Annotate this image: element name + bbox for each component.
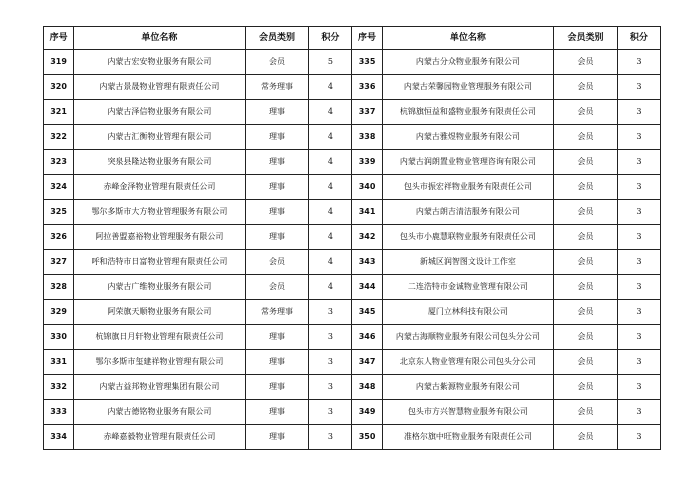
right-unit-name-cell: 包头市方兴智慧物业服务有限公司 <box>382 400 554 425</box>
left-unit-name-cell: 内蒙古宏安物业服务有限公司 <box>74 50 246 75</box>
left-seq-cell: 330 <box>44 325 74 350</box>
right-seq-cell: 346 <box>352 325 382 350</box>
right-score-cell: 3 <box>617 200 660 225</box>
left-member-type-cell: 常务理事 <box>245 75 309 100</box>
left-unit-name-cell: 内蒙古益邦物业管理集团有限公司 <box>74 375 246 400</box>
right-seq-cell: 344 <box>352 275 382 300</box>
right-unit-name-cell: 内蒙古雅煜物业服务有限公司 <box>382 125 554 150</box>
right-member-type-cell: 会员 <box>554 400 618 425</box>
table-row <box>44 300 661 325</box>
right-unit-name-cell: 内蒙古润朗置业物业管理咨询有限公司 <box>382 150 554 175</box>
right-seq-cell: 336 <box>352 75 382 100</box>
left-member-type-cell: 理事 <box>245 400 309 425</box>
header-member-type-left: 会员类别 <box>245 27 309 50</box>
left-member-type-cell: 理事 <box>245 200 309 225</box>
right-member-type-cell: 会员 <box>554 100 618 125</box>
right-score-cell: 3 <box>617 250 660 275</box>
right-unit-name-cell: 内蒙古分众物业服务有限公司 <box>382 50 554 75</box>
left-unit-name-cell: 内蒙古德铭物业服务有限公司 <box>74 400 246 425</box>
right-score-cell: 3 <box>617 225 660 250</box>
left-score-cell: 4 <box>309 150 352 175</box>
right-seq-cell: 335 <box>352 50 382 75</box>
right-seq-cell: 347 <box>352 350 382 375</box>
left-score-cell: 3 <box>309 325 352 350</box>
right-member-type-cell: 会员 <box>554 275 618 300</box>
left-unit-name-cell: 阿荣旗天顺物业服务有限公司 <box>74 300 246 325</box>
left-score-cell: 4 <box>309 175 352 200</box>
right-member-type-cell: 会员 <box>554 200 618 225</box>
table-row <box>44 375 661 400</box>
table-row <box>44 150 661 175</box>
left-score-cell: 4 <box>309 125 352 150</box>
right-seq-cell: 348 <box>352 375 382 400</box>
right-seq-cell: 338 <box>352 125 382 150</box>
left-unit-name-cell: 阿拉善盟嘉裕物业管理服务有限公司 <box>74 225 246 250</box>
left-unit-name-cell: 鄂尔多斯市大方物业管理服务有限公司 <box>74 200 246 225</box>
left-seq-cell: 322 <box>44 125 74 150</box>
header-score-right: 积分 <box>617 27 660 50</box>
right-member-type-cell: 会员 <box>554 375 618 400</box>
table-row <box>44 200 661 225</box>
left-score-cell: 4 <box>309 275 352 300</box>
right-unit-name-cell: 准格尔旗中旺物业服务有限责任公司 <box>382 425 554 450</box>
right-score-cell: 3 <box>617 50 660 75</box>
left-unit-name-cell: 内蒙古广维物业服务有限公司 <box>74 275 246 300</box>
table-body <box>44 50 661 450</box>
right-member-type-cell: 会员 <box>554 50 618 75</box>
table-row <box>44 400 661 425</box>
left-score-cell: 4 <box>309 75 352 100</box>
right-unit-name-cell: 内蒙古紫源物业服务有限公司 <box>382 375 554 400</box>
right-seq-cell: 339 <box>352 150 382 175</box>
right-member-type-cell: 会员 <box>554 75 618 100</box>
right-score-cell: 3 <box>617 325 660 350</box>
header-score-left: 积分 <box>309 27 352 50</box>
right-member-type-cell: 会员 <box>554 425 618 450</box>
left-member-type-cell: 理事 <box>245 350 309 375</box>
left-unit-name-cell: 呼和浩特市日富物业管理有限责任公司 <box>74 250 246 275</box>
left-member-type-cell: 常务理事 <box>245 300 309 325</box>
left-score-cell: 3 <box>309 400 352 425</box>
right-score-cell: 3 <box>617 125 660 150</box>
left-seq-cell: 328 <box>44 275 74 300</box>
right-score-cell: 3 <box>617 175 660 200</box>
left-unit-name-cell: 内蒙古泽信物业服务有限公司 <box>74 100 246 125</box>
left-seq-cell: 329 <box>44 300 74 325</box>
right-unit-name-cell: 新城区润智图文设计工作室 <box>382 250 554 275</box>
right-score-cell: 3 <box>617 150 660 175</box>
left-member-type-cell: 理事 <box>245 175 309 200</box>
left-score-cell: 4 <box>309 100 352 125</box>
right-seq-cell: 340 <box>352 175 382 200</box>
left-unit-name-cell: 鄂尔多斯市玺建祥物业管理有限公司 <box>74 350 246 375</box>
left-member-type-cell: 理事 <box>245 225 309 250</box>
left-unit-name-cell: 内蒙古景晟物业管理有限责任公司 <box>74 75 246 100</box>
right-unit-name-cell: 内蒙古朗吉清洁服务有限公司 <box>382 200 554 225</box>
right-unit-name-cell: 北京东人物业管理有限公司包头分公司 <box>382 350 554 375</box>
right-seq-cell: 337 <box>352 100 382 125</box>
right-member-type-cell: 会员 <box>554 350 618 375</box>
left-seq-cell: 331 <box>44 350 74 375</box>
left-seq-cell: 325 <box>44 200 74 225</box>
right-member-type-cell: 会员 <box>554 225 618 250</box>
right-member-type-cell: 会员 <box>554 325 618 350</box>
right-seq-cell: 350 <box>352 425 382 450</box>
right-seq-cell: 343 <box>352 250 382 275</box>
left-member-type-cell: 理事 <box>245 100 309 125</box>
left-member-type-cell: 理事 <box>245 375 309 400</box>
left-score-cell: 3 <box>309 425 352 450</box>
table-row <box>44 225 661 250</box>
left-member-type-cell: 理事 <box>245 325 309 350</box>
header-unit-name-left: 单位名称 <box>74 27 246 50</box>
left-unit-name-cell: 突泉县隆达物业服务有限公司 <box>74 150 246 175</box>
left-member-type-cell: 会员 <box>245 275 309 300</box>
left-seq-cell: 321 <box>44 100 74 125</box>
header-member-type-right: 会员类别 <box>554 27 618 50</box>
left-unit-name-cell: 赤峰嘉毅物业管理有限责任公司 <box>74 425 246 450</box>
left-unit-name-cell: 赤峰金泽物业管理有限责任公司 <box>74 175 246 200</box>
left-member-type-cell: 会员 <box>245 50 309 75</box>
right-unit-name-cell: 内蒙古海顺物业服务有限公司包头分公司 <box>382 325 554 350</box>
left-score-cell: 4 <box>309 225 352 250</box>
right-score-cell: 3 <box>617 400 660 425</box>
left-seq-cell: 319 <box>44 50 74 75</box>
left-score-cell: 3 <box>309 375 352 400</box>
table-row <box>44 325 661 350</box>
right-score-cell: 3 <box>617 350 660 375</box>
table-row <box>44 175 661 200</box>
left-seq-cell: 323 <box>44 150 74 175</box>
left-unit-name-cell: 内蒙古汇衡物业管理有限公司 <box>74 125 246 150</box>
left-seq-cell: 333 <box>44 400 74 425</box>
right-unit-name-cell: 内蒙古荣馨园物业管理服务有限公司 <box>382 75 554 100</box>
left-member-type-cell: 会员 <box>245 250 309 275</box>
right-member-type-cell: 会员 <box>554 250 618 275</box>
left-seq-cell: 320 <box>44 75 74 100</box>
left-seq-cell: 324 <box>44 175 74 200</box>
table-row <box>44 100 661 125</box>
table-row <box>44 425 661 450</box>
left-seq-cell: 332 <box>44 375 74 400</box>
right-score-cell: 3 <box>617 75 660 100</box>
right-seq-cell: 345 <box>352 300 382 325</box>
right-unit-name-cell: 包头市振宏祥物业服务有限责任公司 <box>382 175 554 200</box>
left-score-cell: 4 <box>309 200 352 225</box>
left-seq-cell: 327 <box>44 250 74 275</box>
left-member-type-cell: 理事 <box>245 125 309 150</box>
table-header-row <box>44 27 661 50</box>
table-row <box>44 350 661 375</box>
right-unit-name-cell: 杭锦旗恒益和盛物业服务有限责任公司 <box>382 100 554 125</box>
left-unit-name-cell: 杭锦旗日月轩物业管理有限责任公司 <box>74 325 246 350</box>
right-unit-name-cell: 二连浩特市金诚物业管理有限公司 <box>382 275 554 300</box>
member-score-table <box>43 26 661 450</box>
left-member-type-cell: 理事 <box>245 150 309 175</box>
right-member-type-cell: 会员 <box>554 175 618 200</box>
table-row <box>44 50 661 75</box>
left-score-cell: 4 <box>309 250 352 275</box>
left-member-type-cell: 理事 <box>245 425 309 450</box>
right-member-type-cell: 会员 <box>554 150 618 175</box>
right-score-cell: 3 <box>617 375 660 400</box>
right-score-cell: 3 <box>617 425 660 450</box>
left-score-cell: 3 <box>309 350 352 375</box>
right-seq-cell: 341 <box>352 200 382 225</box>
right-score-cell: 3 <box>617 300 660 325</box>
left-seq-cell: 334 <box>44 425 74 450</box>
header-unit-name-right: 单位名称 <box>382 27 554 50</box>
right-unit-name-cell: 厦门立林科技有限公司 <box>382 300 554 325</box>
table-row <box>44 75 661 100</box>
table-row <box>44 275 661 300</box>
left-score-cell: 5 <box>309 50 352 75</box>
right-seq-cell: 349 <box>352 400 382 425</box>
right-seq-cell: 342 <box>352 225 382 250</box>
table-row <box>44 125 661 150</box>
right-score-cell: 3 <box>617 100 660 125</box>
right-unit-name-cell: 包头市小鹿慧联物业服务有限责任公司 <box>382 225 554 250</box>
right-score-cell: 3 <box>617 275 660 300</box>
right-member-type-cell: 会员 <box>554 300 618 325</box>
right-member-type-cell: 会员 <box>554 125 618 150</box>
header-seq-left: 序号 <box>44 27 74 50</box>
header-seq-right: 序号 <box>352 27 382 50</box>
left-score-cell: 3 <box>309 300 352 325</box>
table-row <box>44 250 661 275</box>
left-seq-cell: 326 <box>44 225 74 250</box>
